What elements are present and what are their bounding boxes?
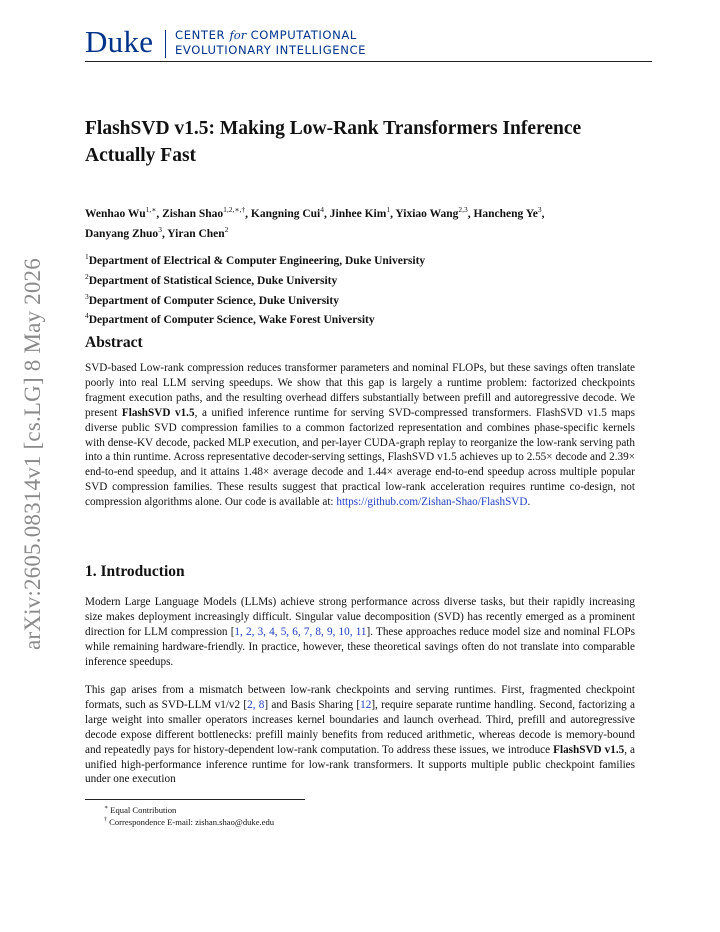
author-sup: 1 bbox=[386, 205, 391, 214]
intro-paragraph-1 bbox=[85, 595, 635, 670]
affiliation-item bbox=[85, 249, 645, 269]
intro-text: This gap arises from a mismatch between low-rank checkpoints and serving runtimes. First, fragmented checkpoint formats, such as SVD-LLM v1/v2 [ bbox=[85, 684, 635, 711]
affiliation-text: Department of Computer Science, Duke University bbox=[88, 294, 339, 307]
citation-link[interactable]: 2, 8 bbox=[247, 698, 265, 711]
abstract-body bbox=[85, 361, 635, 510]
author-sup: 2,3 bbox=[458, 205, 468, 214]
author-name: Danyang Zhuo bbox=[85, 227, 159, 240]
code-link[interactable]: https://github.com/Zishan-Shao/FlashSVD bbox=[336, 496, 528, 509]
header-rule bbox=[85, 61, 652, 62]
center-name bbox=[175, 28, 366, 58]
author-name: Hancheng Ye bbox=[473, 207, 538, 220]
arxiv-identifier: arXiv:2605.08314v1 [cs.LG] 8 May 2026 bbox=[20, 258, 45, 650]
intro-text: Modern Large Language Models (LLMs) achieve strong performance across diverse tasks, but their rapidly increasing size makes deployment increasingly difficult. Singular value decomposition (SVD) has recently emerged as a prominent direction for LLM compression [ bbox=[85, 596, 635, 638]
intro-text: ] and Basis Sharing [ bbox=[264, 698, 361, 711]
center-prefix: CENTER bbox=[175, 28, 226, 42]
duke-logo: Duke bbox=[85, 24, 154, 59]
footnote-mark: ∗ bbox=[104, 805, 109, 811]
intro-text: ], require separate runtime handling. Second, factorizing a large weight into smaller operators increases kernel boundaries and launch overhead. Third, prefill and autoregressive decode expose different bottlenecks: prefill mainly benefits from reduced arithmetic, whereas decode is memory-bound and repeatedly pays for history-dependent low-rank computation. To address these issues, we introduce bbox=[85, 698, 635, 756]
abstract-heading: Abstract bbox=[85, 334, 143, 351]
center-line1-rest: COMPUTATIONAL bbox=[250, 28, 357, 42]
center-for: for bbox=[229, 28, 247, 42]
intro-bold: FlashSVD v1.5 bbox=[553, 743, 625, 756]
affiliation-text: Department of Statistical Science, Duke University bbox=[88, 274, 338, 287]
affiliation-sup: 1 bbox=[85, 252, 89, 261]
intro-heading: 1. Introduction bbox=[85, 563, 185, 580]
citation-link[interactable]: 1, 2, 3, 4, 5, 6, 7, 8, 9, 10, 11 bbox=[234, 625, 367, 638]
affiliation-item bbox=[85, 308, 645, 328]
intro-text: ]. These approaches reduce model size and nominal FLOPs while remaining hardware-friendly. In practice, however, these theoretical savings often do not translate into comparable inference speedups. bbox=[85, 625, 635, 668]
intro-text: , a unified high-performance inference runtime for low-rank transformers. It supports multiple public checkpoint families under one execution bbox=[85, 743, 635, 786]
author-name: Zishan Shao bbox=[162, 207, 224, 220]
center-line2: EVOLUTIONARY INTELLIGENCE bbox=[175, 43, 367, 57]
paper-title: FlashSVD v1.5: Making Low-Rank Transformers Inference Actually Fast bbox=[85, 118, 582, 166]
abstract-text: SVD-based Low-rank compression reduces transformer parameters and nominal FLOPs, but these savings often translate poorly into real LLM serving speedups. We show that this gap is largely a runtime problem: factorized checkpoints fragment execution paths, and the resulting overhead differs substantially between prefill and autoregressive decode. We present bbox=[85, 362, 635, 419]
author-name: Jinhee Kim bbox=[329, 207, 387, 220]
author-sup: 3 bbox=[537, 205, 542, 214]
author-sup: 3 bbox=[158, 224, 162, 234]
affiliation-text: Department of Computer Science, Wake Forest University bbox=[88, 314, 375, 327]
affiliation-text: Department of Electrical & Computer Engineering, Duke University bbox=[88, 254, 426, 267]
footnote-text: Correspondence E-mail: zishan.shao@duke.edu bbox=[109, 816, 275, 827]
affiliation-list bbox=[85, 249, 645, 328]
footnote-item bbox=[104, 803, 176, 816]
abstract-bold: FlashSVD v1.5 bbox=[121, 406, 195, 419]
author-list: Wenhao $Wu^{1,∗}$, Zishan Shao$^{1,2,∗,\dagger}$, Kangning Cui$^4$, Jinhee Kim$^1$, Yixiao Wang$^{2,3}$, Hancheng Ye$^3$, Danyang Zhuo$^3$, Yiran Chen$^2$ bbox=[85, 205, 545, 240]
footnote-text: Equal Contribution bbox=[110, 804, 177, 815]
abstract-text: , a unified inference runtime for serving SVD-compressed transformers. FlashSVD v1.5 maps diverse public SVD compression families to a common factorized representation and combines phase-specific kernels with dense-KV decode, packed MLP execution, and per-layer CUDA-graph replay to reorganize the low-rank serving path into a thin runtime. Across representative decoder-serving settings, FlashSVD v1.5 achieves up to 2.55× decode and 2.39× end-to-end speedup, and it attains 1.48× average decode and 1.44× average end-to-end speedup across multiple popular SVD compression families. These results suggest that practical low-rank acceleration requires runtime co-design, not compression algorithms alone. Our code is available at: bbox=[85, 406, 635, 509]
author-sup: 4 bbox=[320, 205, 325, 214]
abstract-text: . bbox=[527, 496, 531, 509]
footnote-rule bbox=[85, 799, 305, 800]
author-sup: 1,2,∗,† bbox=[223, 205, 246, 214]
author-name: Wenhao Wu bbox=[85, 207, 146, 220]
affiliation-item bbox=[85, 269, 645, 289]
author-sup: 1,∗ bbox=[145, 205, 157, 214]
footnote-item bbox=[104, 815, 274, 828]
logo-divider bbox=[165, 30, 166, 58]
author-sup: 2 bbox=[224, 224, 229, 234]
author-name: Yixiao Wang bbox=[395, 207, 459, 220]
affiliation-sup: 3 bbox=[85, 291, 89, 301]
affiliation-sup: 2 bbox=[85, 271, 89, 281]
affiliation-sup: 4 bbox=[85, 311, 89, 321]
affiliation-item bbox=[85, 289, 645, 309]
author-name: Kangning Cui bbox=[250, 207, 321, 220]
intro-paragraph-2 bbox=[85, 683, 635, 787]
citation-link[interactable]: 12 bbox=[360, 698, 372, 711]
author-name: Yiran Chen bbox=[167, 227, 225, 240]
footnote-mark: † bbox=[104, 817, 107, 823]
